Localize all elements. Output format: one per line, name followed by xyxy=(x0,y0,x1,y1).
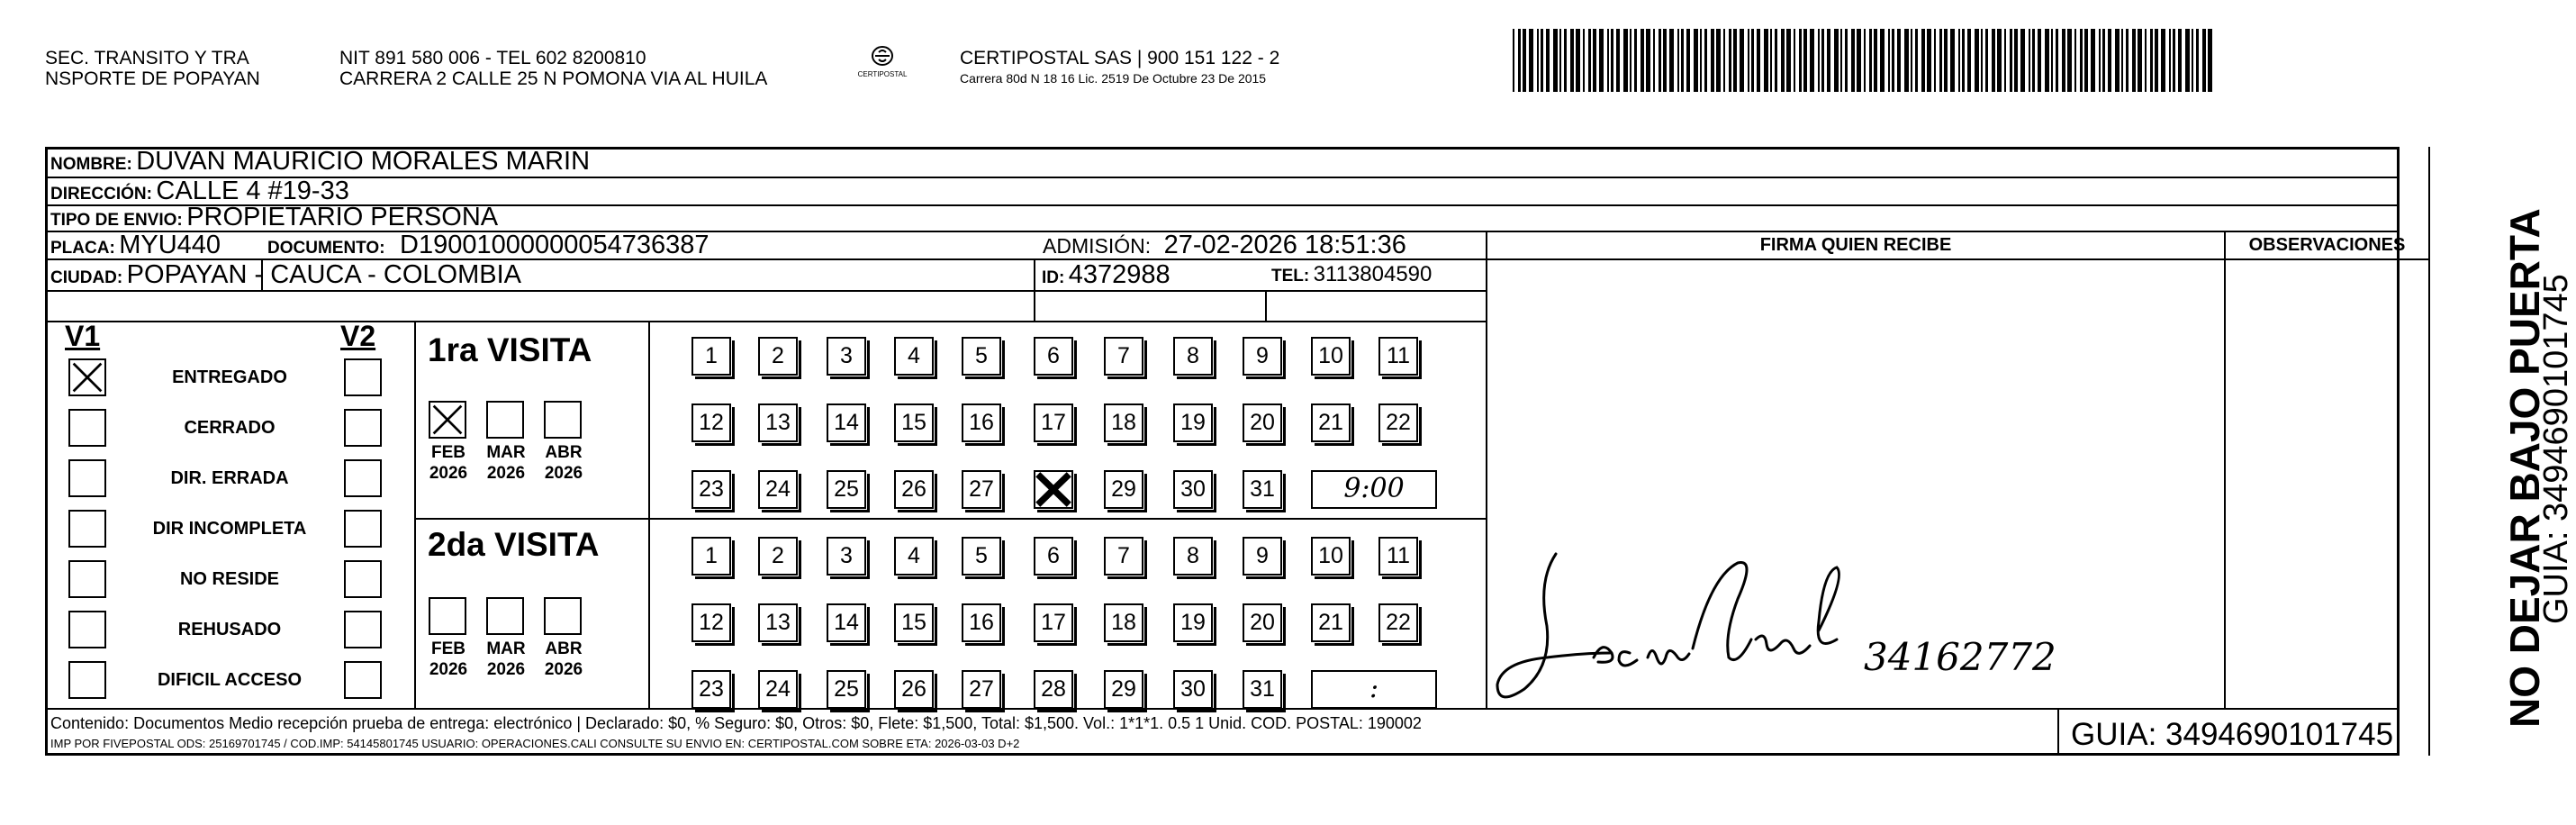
barcode-bar xyxy=(2121,29,2123,92)
day-box[interactable]: 11 xyxy=(1378,337,1418,376)
v2-checkbox[interactable] xyxy=(344,459,382,497)
id-field xyxy=(1042,258,1170,296)
barcode-bar xyxy=(1630,29,1631,92)
v2-checkbox[interactable] xyxy=(344,510,382,548)
barcode-bar xyxy=(2014,29,2018,92)
status-label: DIR INCOMPLETA xyxy=(152,519,307,539)
barcode-bar xyxy=(2080,29,2083,92)
barcode-bar xyxy=(2169,29,2171,92)
day-box[interactable]: 2 xyxy=(758,537,798,576)
v2-checkbox[interactable] xyxy=(344,560,382,598)
barcode-bar xyxy=(2208,29,2212,92)
day-box[interactable]: 23 xyxy=(691,470,731,509)
barcode-bar xyxy=(1564,29,1567,92)
barcode-bar xyxy=(2062,29,2065,92)
barcode-bar xyxy=(2074,29,2076,92)
barcode-bar xyxy=(2102,29,2105,92)
month-checkbox[interactable] xyxy=(486,597,524,635)
barcode-bar xyxy=(2084,29,2088,92)
visit-time-field[interactable]: : xyxy=(1311,670,1437,709)
day-box[interactable]: 29 xyxy=(1104,470,1143,509)
documento-label: DOCUMENTO: xyxy=(267,239,385,258)
admision-value: 27-02-2026 18:51:36 xyxy=(1163,231,1406,259)
barcode-bar xyxy=(1681,29,1684,92)
status-label: CERRADO xyxy=(184,418,276,438)
status-label: ENTREGADO xyxy=(172,367,287,387)
first-visit-title: 1ra VISITA xyxy=(428,331,592,368)
barcode-bar xyxy=(1611,29,1613,92)
second-visit-title: 2da VISITA xyxy=(428,526,600,563)
day-box[interactable]: 9 xyxy=(1243,337,1282,376)
day-box[interactable]: 29 xyxy=(1104,670,1143,709)
barcode-bar xyxy=(1646,29,1650,92)
barcode-bar xyxy=(1711,29,1714,92)
v2-checkbox[interactable] xyxy=(344,409,382,447)
barcode-bar xyxy=(1559,29,1561,92)
barcode-bar xyxy=(2132,29,2136,92)
v1-label: V1 xyxy=(65,320,101,352)
barcode-bar xyxy=(1576,29,1580,92)
barcode-bar xyxy=(1583,29,1585,92)
barcode-bar xyxy=(1810,29,1814,92)
day-box[interactable]: 11 xyxy=(1378,537,1418,576)
barcode-bar xyxy=(1851,29,1855,92)
barcode-bar xyxy=(1967,29,1971,92)
barcode-bar xyxy=(1616,29,1620,92)
barcode-bar xyxy=(1962,29,1965,92)
day-box[interactable]: 5 xyxy=(962,337,1001,376)
month-checkbox[interactable] xyxy=(429,597,466,635)
day-box[interactable]: 30 xyxy=(1173,470,1213,509)
day-box[interactable]: 4 xyxy=(894,537,934,576)
day-box[interactable]: 13 xyxy=(758,603,798,642)
barcode-bar xyxy=(1518,29,1521,92)
nombre-label: NOMBRE: xyxy=(50,155,132,174)
barcode-bar xyxy=(1704,29,1707,92)
barcode-bar xyxy=(1803,29,1807,92)
day-box[interactable]: 3 xyxy=(827,537,866,576)
documento-value: D19001000000054736387 xyxy=(400,231,710,259)
day-box[interactable]: 7 xyxy=(1104,537,1143,576)
v1-checkbox[interactable] xyxy=(68,409,106,447)
placa-value: MYU440 xyxy=(119,231,221,259)
barcode-bar xyxy=(1921,29,1925,92)
barcode-bar xyxy=(2178,29,2182,92)
day-box[interactable]: 5 xyxy=(962,537,1001,576)
barcode-bar xyxy=(2091,29,2095,92)
v1-checkbox[interactable] xyxy=(68,358,106,396)
day-box[interactable] xyxy=(1034,470,1073,509)
day-box[interactable]: 24 xyxy=(758,470,798,509)
barcode-bar xyxy=(1799,29,1802,92)
barcode-bar xyxy=(1775,29,1777,92)
day-box[interactable]: 14 xyxy=(827,603,866,642)
tel-value: 3113804590 xyxy=(1313,262,1433,286)
sender-name-line2: NSPORTE DE POPAYAN xyxy=(45,68,260,89)
id-label: ID: xyxy=(1042,268,1065,287)
barcode-bar xyxy=(1607,29,1609,92)
day-box[interactable]: 10 xyxy=(1311,537,1351,576)
v1-checkbox[interactable] xyxy=(68,611,106,648)
barcode-bar xyxy=(1821,29,1824,92)
barcode-bar xyxy=(1653,29,1655,92)
divider xyxy=(1486,258,2428,260)
barcode-bar xyxy=(2155,29,2158,92)
day-box[interactable]: 1 xyxy=(691,337,731,376)
month-name: FEB xyxy=(431,443,465,462)
barcode-bar xyxy=(1892,29,1894,92)
v2-checkbox[interactable] xyxy=(344,661,382,699)
barcode-bar xyxy=(1915,29,1918,92)
barcode-bar xyxy=(1729,29,1731,92)
barcode-bar xyxy=(1934,29,1936,92)
barcode-bar xyxy=(2045,29,2049,92)
status-label: REHUSADO xyxy=(177,620,282,639)
v2-label: V2 xyxy=(340,320,376,352)
v2-checkbox[interactable] xyxy=(344,358,382,396)
status-label: DIR. ERRADA xyxy=(170,468,289,488)
month-name: FEB xyxy=(431,639,465,658)
day-box[interactable]: 19 xyxy=(1173,403,1213,442)
barcode-bar xyxy=(1537,29,1539,92)
day-box[interactable]: 27 xyxy=(962,470,1001,509)
sender-address: CARRERA 2 CALLE 25 N POMONA VIA AL HUILA xyxy=(339,68,768,89)
barcode-bar xyxy=(1757,29,1760,92)
barcode-bar xyxy=(2115,29,2120,92)
day-box[interactable]: 27 xyxy=(962,670,1001,709)
divider xyxy=(1034,258,1035,321)
barcode-bar xyxy=(1975,29,1979,92)
barcode-bar xyxy=(1663,29,1667,92)
day-box[interactable]: 31 xyxy=(1243,670,1282,709)
barcode-bar xyxy=(1864,29,1866,92)
barcode-bar xyxy=(2126,29,2129,92)
day-box[interactable]: 22 xyxy=(1378,603,1418,642)
barcode-bar xyxy=(1888,29,1890,92)
sender-name-line1: SEC. TRANSITO Y TRA xyxy=(45,48,249,68)
tipo-envio-value: PROPIETARIO PERSONA xyxy=(186,203,499,231)
logo-text: CERTIPOSTAL xyxy=(857,70,908,78)
barcode-bar xyxy=(1897,29,1901,92)
month-year: 2026 xyxy=(429,464,468,483)
firma-header: FIRMA QUIEN RECIBE xyxy=(1759,235,1952,255)
month-checkbox[interactable] xyxy=(486,401,524,439)
divider xyxy=(648,321,650,708)
imp-line: IMP POR FIVEPOSTAL ODS: 25169701745 / COD.IMP: 54145801745 USUARIO: OPERACIONES.CALI CONSULTE SU ENVIO EN: CERTIPOSTAL.COM SOBRE ETA: 2026-03-03 D+2 xyxy=(50,737,1020,750)
day-box[interactable]: 2 xyxy=(758,337,798,376)
handwritten-number: 34162772 xyxy=(1864,635,2056,679)
barcode-bar xyxy=(2192,29,2193,92)
day-box[interactable]: 6 xyxy=(1034,537,1073,576)
company-line: CERTIPOSTAL SAS | 900 151 122 - 2 xyxy=(960,48,1280,68)
month-name: ABR xyxy=(545,639,583,658)
certipostal-logo xyxy=(854,43,911,86)
day-box[interactable]: 3 xyxy=(827,337,866,376)
barcode-bar xyxy=(1694,29,1698,92)
barcode-bar xyxy=(1748,29,1749,92)
tel-field xyxy=(1271,258,1432,295)
month-year: 2026 xyxy=(429,660,468,679)
barcode-bar xyxy=(1939,29,1942,92)
tel-label: TEL: xyxy=(1271,267,1310,286)
day-box[interactable]: 17 xyxy=(1034,603,1073,642)
barcode-bar xyxy=(1716,29,1721,92)
barcode-bar xyxy=(1944,29,1948,92)
divider xyxy=(45,708,2400,710)
recipient-signature xyxy=(1495,531,2071,703)
barcode-bar xyxy=(1827,29,1830,92)
barcode-bar xyxy=(2067,29,2072,92)
barcode-bar xyxy=(1857,29,1861,92)
contenido-line: Contenido: Documentos Medio recepción prueba de entrega: electrónico | Declarado: $0, % Seguro: $0, Otros: $0, Flete: $1,500, Total: $1,500. Vol.: 1*1*1. 0.5 1 Unid. COD. POSTAL: 190002 xyxy=(50,714,1422,732)
day-box[interactable]: 18 xyxy=(1104,403,1143,442)
barcode-bar xyxy=(1733,29,1737,92)
barcode-bar xyxy=(1723,29,1725,92)
barcode-bar xyxy=(1669,29,1674,92)
barcode-bar xyxy=(2202,29,2206,92)
month-year: 2026 xyxy=(486,660,526,679)
barcode-bar xyxy=(1770,29,1772,92)
day-box[interactable]: 18 xyxy=(1104,603,1143,642)
barcode-bar xyxy=(2150,29,2153,92)
barcode-bar xyxy=(1541,29,1543,92)
day-box[interactable]: 19 xyxy=(1173,603,1213,642)
barcode-bar xyxy=(2020,29,2025,92)
day-box[interactable]: 21 xyxy=(1311,403,1351,442)
barcode-bar xyxy=(2004,29,2006,92)
ciudad-value: POPAYAN - CAUCA - COLOMBIA xyxy=(126,260,521,289)
day-box[interactable]: 26 xyxy=(894,670,934,709)
placa-label: PLACA: xyxy=(50,239,115,258)
day-box[interactable]: 25 xyxy=(827,470,866,509)
day-box[interactable]: 17 xyxy=(1034,403,1073,442)
divider xyxy=(414,321,416,708)
month-name: MAR xyxy=(486,639,526,658)
barcode-bar xyxy=(1659,29,1661,92)
barcode-bar xyxy=(1513,29,1514,92)
divider xyxy=(1265,290,1267,321)
barcode-bar xyxy=(1786,29,1791,92)
barcode-bar xyxy=(1845,29,1848,92)
day-box[interactable]: 30 xyxy=(1173,670,1213,709)
id-value: 4372988 xyxy=(1068,260,1170,289)
barcode-bar xyxy=(2056,29,2058,92)
day-box[interactable]: 22 xyxy=(1378,403,1418,442)
barcode-bar xyxy=(1599,29,1604,92)
barcode-bar xyxy=(2196,29,2199,92)
barcode-bar xyxy=(1751,29,1754,92)
month-year: 2026 xyxy=(486,464,526,483)
barcode-bar xyxy=(1553,29,1558,92)
day-box[interactable]: 20 xyxy=(1243,403,1282,442)
barcode-bar xyxy=(2138,29,2142,92)
tipo-envio-label: TIPO DE ENVIO: xyxy=(50,211,183,230)
guia-vertical: GUIA: 3494690101745 xyxy=(2537,274,2575,624)
company-address: Carrera 80d N 18 16 Lic. 2519 De Octubre 23 De 2015 xyxy=(960,71,1267,86)
month-year: 2026 xyxy=(544,464,583,483)
barcode-bar xyxy=(1880,29,1885,92)
barcode-bar xyxy=(1588,29,1591,92)
barcode-bar xyxy=(2145,29,2147,92)
day-box[interactable]: 26 xyxy=(894,470,934,509)
day-box[interactable]: 15 xyxy=(894,403,934,442)
barcode-bar xyxy=(1593,29,1596,92)
day-box[interactable]: 7 xyxy=(1104,337,1143,376)
divider xyxy=(414,518,1486,520)
day-box[interactable]: 13 xyxy=(758,403,798,442)
day-box[interactable]: 24 xyxy=(758,670,798,709)
barcode-bar xyxy=(1874,29,1877,92)
day-box[interactable]: 4 xyxy=(894,337,934,376)
day-box[interactable]: 8 xyxy=(1173,337,1213,376)
day-box[interactable]: 12 xyxy=(691,603,731,642)
divider xyxy=(2428,147,2430,756)
ciudad-label: CIUDAD: xyxy=(50,268,123,287)
barcode-bar xyxy=(1981,29,1983,92)
barcode-bar xyxy=(1570,29,1574,92)
divider xyxy=(2057,708,2059,756)
direccion-value: CALLE 4 #19-33 xyxy=(156,177,349,205)
day-box[interactable]: 20 xyxy=(1243,603,1282,642)
barcode xyxy=(1513,29,2215,92)
month-checkbox[interactable] xyxy=(544,597,582,635)
month-checkbox[interactable] xyxy=(544,401,582,439)
barcode-bar xyxy=(1686,29,1690,92)
barcode-bar xyxy=(2010,29,2012,92)
no-dejar-bajo-puerta-warning: NO DEJAR BAJO PUERTA xyxy=(2501,208,2548,728)
month-checkbox[interactable] xyxy=(429,401,466,439)
barcode-bar xyxy=(1546,29,1550,92)
barcode-bar xyxy=(1950,29,1955,92)
barcode-bar xyxy=(2161,29,2165,92)
barcode-bar xyxy=(1764,29,1768,92)
visit-time-field[interactable]: 9:00 xyxy=(1311,470,1437,509)
barcode-bar xyxy=(1641,29,1644,92)
barcode-bar xyxy=(2029,29,2030,92)
barcode-bar xyxy=(1677,29,1679,92)
barcode-bar xyxy=(1869,29,1872,92)
barcode-bar xyxy=(1834,29,1839,92)
barcode-bar xyxy=(1985,29,1988,92)
v1-checkbox[interactable] xyxy=(68,510,106,548)
divider xyxy=(45,321,1486,322)
barcode-bar xyxy=(1781,29,1785,92)
direccion-label: DIRECCIÓN: xyxy=(50,185,152,204)
v1-checkbox[interactable] xyxy=(68,459,106,497)
nombre-value: DUVAN MAURICIO MORALES MARIN xyxy=(136,147,591,176)
barcode-bar xyxy=(1911,29,1912,92)
barcode-bar xyxy=(2108,29,2111,92)
barcode-bar xyxy=(1958,29,1960,92)
barcode-bar xyxy=(1523,29,1526,92)
barcode-bar xyxy=(1997,29,2002,92)
barcode-bar xyxy=(1529,29,1533,92)
v1-checkbox[interactable] xyxy=(68,661,106,699)
month-year: 2026 xyxy=(544,660,583,679)
barcode-bar xyxy=(2032,29,2035,92)
day-box[interactable]: 16 xyxy=(962,403,1001,442)
day-box[interactable]: 14 xyxy=(827,403,866,442)
divider xyxy=(1486,231,1487,708)
day-box[interactable]: 10 xyxy=(1311,337,1351,376)
day-box[interactable]: 25 xyxy=(827,670,866,709)
barcode-bar xyxy=(1794,29,1795,92)
barcode-bar xyxy=(2185,29,2190,92)
day-box[interactable]: 15 xyxy=(894,603,934,642)
status-label: DIFICIL ACCESO xyxy=(157,670,302,690)
v1-checkbox[interactable] xyxy=(68,560,106,598)
day-box[interactable]: 23 xyxy=(691,670,731,709)
barcode-bar xyxy=(2051,29,2053,92)
barcode-bar xyxy=(1623,29,1628,92)
barcode-bar xyxy=(1904,29,1909,92)
day-box[interactable]: 8 xyxy=(1173,537,1213,576)
barcode-bar xyxy=(2038,29,2041,92)
observaciones-header: OBSERVACIONES xyxy=(2248,235,2406,255)
admision-label: ADMISIÓN: xyxy=(1043,234,1152,258)
barcode-bar xyxy=(2173,29,2175,92)
month-name: ABR xyxy=(545,443,583,462)
barcode-bar xyxy=(1927,29,1931,92)
day-box[interactable]: 1 xyxy=(691,537,731,576)
day-box[interactable]: 6 xyxy=(1034,337,1073,376)
guia-footer: GUIA: 3494690101745 xyxy=(2071,717,2394,752)
day-box[interactable]: 21 xyxy=(1311,603,1351,642)
day-box[interactable]: 12 xyxy=(691,403,731,442)
day-box[interactable]: 9 xyxy=(1243,537,1282,576)
status-label: NO RESIDE xyxy=(179,569,280,589)
day-box[interactable]: 16 xyxy=(962,603,1001,642)
ciudad-field xyxy=(50,258,521,296)
day-box[interactable]: 28 xyxy=(1034,670,1073,709)
sender-nit: NIT 891 580 006 - TEL 602 8200810 xyxy=(339,48,646,68)
day-box[interactable]: 31 xyxy=(1243,470,1282,509)
barcode-bar xyxy=(2099,29,2101,92)
barcode-bar xyxy=(1700,29,1702,92)
barcode-bar xyxy=(1818,29,1820,92)
barcode-bar xyxy=(1992,29,1995,92)
barcode-bar xyxy=(1634,29,1637,92)
divider xyxy=(2224,231,2226,708)
barcode-bar xyxy=(1740,29,1744,92)
barcode-bar xyxy=(1840,29,1842,92)
v2-checkbox[interactable] xyxy=(344,611,382,648)
month-name: MAR xyxy=(486,443,526,462)
